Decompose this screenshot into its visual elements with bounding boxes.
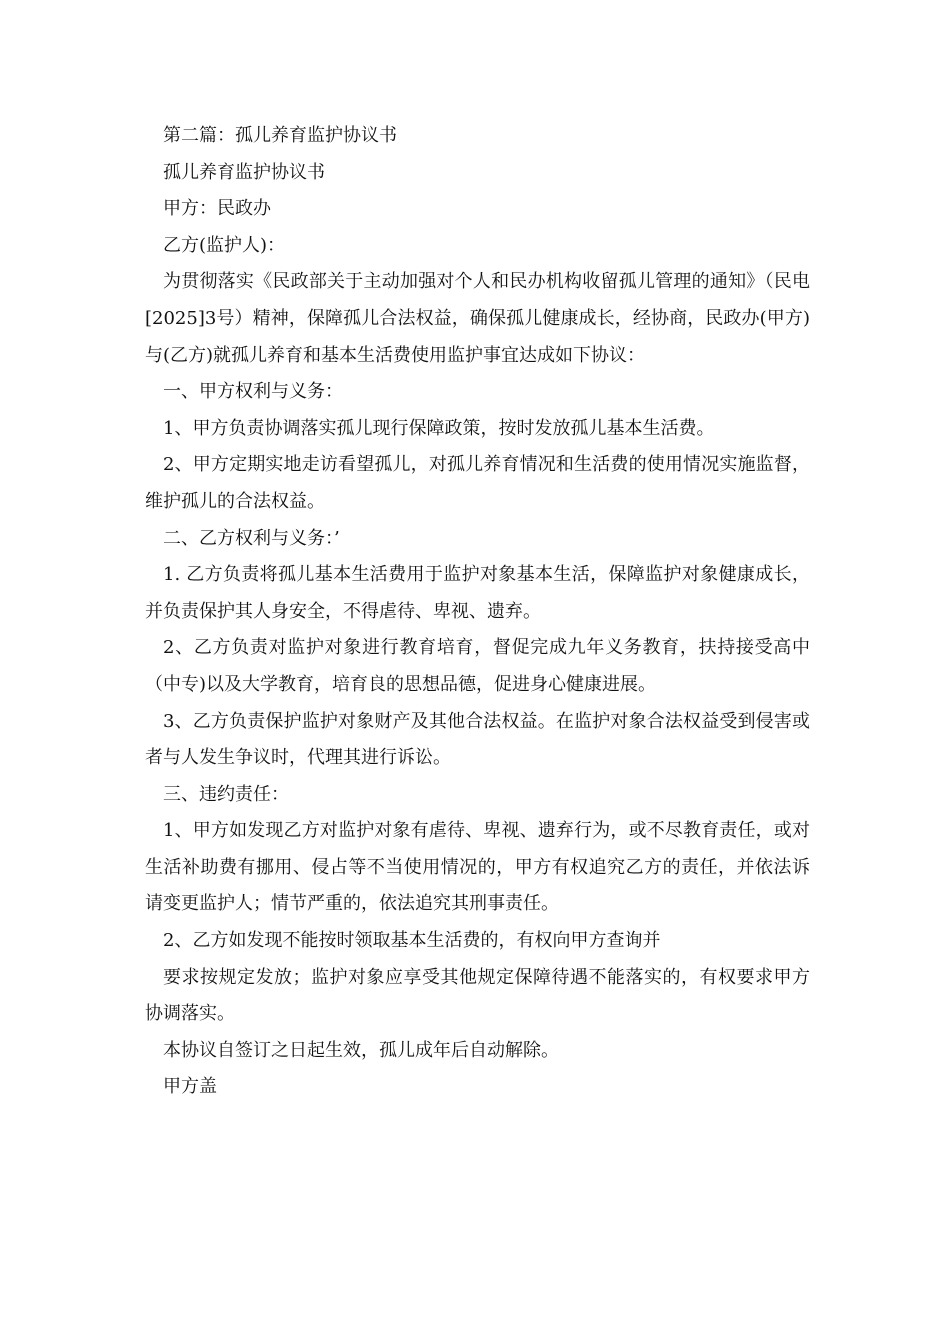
party-a-clause-2: 2、甲方定期实地走访看望孤儿，对孤儿养育情况和生活费的使用情况实施监督，维护孤儿的合法权益。 (145, 454, 810, 512)
party-a: 甲方：民政办 (163, 198, 271, 220)
effective-clause: 本协议自签订之日起生效，孤儿成年后自动解除。 (163, 1039, 559, 1061)
section-title: 第二篇：孤儿养育监护协议书 (163, 125, 397, 146)
party-a-clause-1: 1、甲方负责协调落实孤儿现行保障政策，按时发放孤儿基本生活费。 (163, 417, 715, 439)
heading-breach-liability: 三、违约责任： (163, 783, 289, 805)
breach-clause-2-continued: 要求按规定发放；监护对象应享受其他规定保障待遇不能落实的，有权要求甲方协调落实。 (145, 966, 810, 1025)
document-body (145, 118, 810, 1106)
agreement-title: 孤儿养育监护协议书 (163, 161, 325, 183)
breach-clause-2: 2、乙方如发现不能按时领取基本生活费的，有权向甲方查询并 (163, 930, 661, 952)
breach-clause-1: 1、甲方如发现乙方对监护对象有虐待、卑视、遗弃行为，或不尽教育责任，或对生活补助费有挪用、侵占等不当使用情况的，甲方有权追究乙方的责任，并依法诉请变更监护人；情节严重的，依法追究其刑事责任。 (145, 820, 810, 915)
party-b: 乙方(监护人)： (163, 234, 286, 256)
party-a-seal: 甲方盖 (163, 1076, 217, 1098)
party-b-clause-1: 1. 乙方负责将孤儿基本生活费用于监护对象基本生活，保障监护对象健康成长，并负责保护其人身安全，不得虐待、卑视、遗弃。 (145, 564, 810, 622)
heading-party-a-rights: 一、甲方权利与义务： (163, 381, 343, 403)
party-b-clause-2: 2、乙方负责对监护对象进行教育培育，督促完成九年义务教育，扶持接受高中（中专)以及大学教育，培育良的思想品德，促进身心健康进展。 (145, 637, 810, 695)
party-b-clause-3: 3、乙方负责保护监护对象财产及其他合法权益。在监护对象合法权益受到侵害或者与人发生争议时，代理其进行诉讼。 (145, 710, 810, 769)
preamble-paragraph: 为贯彻落实《民政部关于主动加强对个人和民办机构收留孤儿管理的通知》（民电[2025]3号）精神，保障孤儿合法权益，确保孤儿健康成长，经协商，民政办(甲方)与(乙方)就孤儿养育和基本生活费使用监护事宜达成如下协议： (145, 271, 810, 366)
heading-party-b-rights: 二、乙方权利与义务：’ (163, 527, 340, 549)
